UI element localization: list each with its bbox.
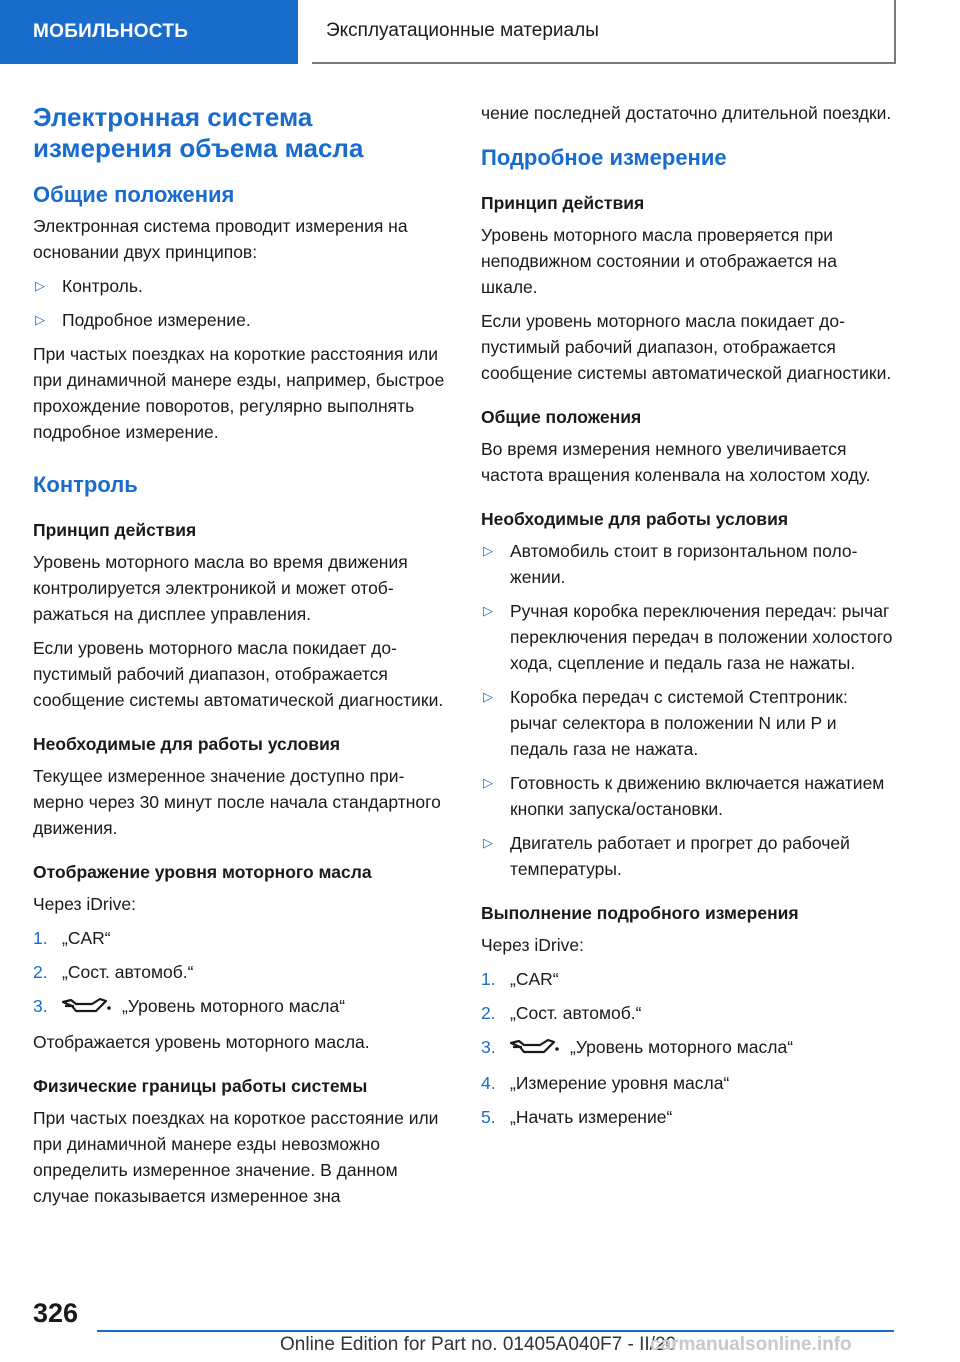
general-intro: Электронная система проводит измерения на основании двух принципов: bbox=[33, 216, 408, 262]
triangle-right-outline-icon: ▷ bbox=[35, 312, 45, 327]
display-result: Отображается уровень моторного масла. bbox=[33, 1031, 370, 1052]
detailed-general-text: Во время измерения немного увеличивается частота вращения коленвала на холостом ходу. bbox=[481, 439, 871, 485]
list-item: ▷ Ручная коробка переключения передач: рычаг переключения передач в положении холостого хода, сцепление и педаль газа не нажаты. bbox=[481, 598, 893, 676]
chapter-tab bbox=[0, 0, 298, 64]
control-conditions-heading: Необходимые для работы условия bbox=[33, 734, 341, 754]
section-title: Эксплуатационные материалы bbox=[326, 20, 599, 41]
display-via: Через iDrive: bbox=[33, 894, 136, 914]
control-conditions-text: Текущее измеренное значение доступно примерно через 30 минут после начала стандартного движения. bbox=[33, 766, 441, 838]
detailed-principle-p2: Если уровень моторного масла покидает допустимый рабочий диапазон, отображается сообщение системы автоматической диагностики. bbox=[481, 311, 892, 383]
limits-text: При частых поездках на короткое расстояние или при динамичной манере езды невозможно определить измеренное значение. В данном случае показывается измеренное зна bbox=[33, 1107, 439, 1206]
perform-steps bbox=[481, 966, 893, 1130]
detailed-general-heading: Общие положения bbox=[481, 407, 642, 427]
list-item: 2. „Сост. автомоб.“ bbox=[481, 1003, 642, 1023]
principles-list bbox=[33, 273, 445, 333]
control-principle-heading: Принцип действия bbox=[33, 520, 197, 540]
detailed-principle-heading: Принцип действия bbox=[481, 193, 645, 213]
detailed-conditions-heading: Необходимые для работы условия bbox=[481, 509, 789, 529]
triangle-right-outline-icon: ▷ bbox=[483, 543, 493, 558]
list-item: 1. „CAR“ bbox=[33, 928, 111, 948]
conditions-list bbox=[481, 538, 893, 882]
perform-via: Через iDrive: bbox=[481, 935, 584, 955]
right-column bbox=[481, 100, 893, 1138]
control-principle-p1: Уровень моторного масла во время движения контролируется электроникой и может отображаться на дисплее управления. bbox=[33, 552, 408, 624]
footer-edition: Online Edition for Part no. 01405A040F7 - II/20 bbox=[280, 1334, 677, 1355]
general-heading: Общие положения bbox=[33, 182, 235, 207]
list-item: 4. „Измерение уровня масла“ bbox=[481, 1072, 730, 1093]
control-principle-p2: Если уровень моторного масла покидает допустимый рабочий диапазон, отображается сообщение системы автоматической диагностики. bbox=[33, 638, 444, 710]
list-item: ▷ Контроль. bbox=[33, 273, 445, 299]
oil-can-icon bbox=[510, 1035, 560, 1062]
oil-can-icon bbox=[62, 994, 112, 1021]
continuation-text: чение последней достаточно длительной поездки. bbox=[481, 103, 892, 123]
perform-heading: Выполнение подробного измерения bbox=[481, 903, 799, 923]
watermark: carmanualsonline.info bbox=[650, 1334, 852, 1355]
list-item: 5. „Начать измерение“ bbox=[481, 1106, 673, 1127]
detailed-heading: Подробное измерение bbox=[481, 145, 727, 170]
list-item: ▷ Готовность к движению включается нажатием кнопки запуска/остановки. bbox=[481, 770, 893, 822]
list-item: 3. „Уровень моторного масла“ bbox=[33, 993, 445, 1021]
triangle-right-outline-icon: ▷ bbox=[35, 278, 45, 293]
footer-divider bbox=[97, 1330, 894, 1332]
triangle-right-outline-icon: ▷ bbox=[483, 775, 493, 790]
list-item: ▷ Двигатель работает и прогрет до рабочей температуры. bbox=[481, 830, 893, 882]
left-column bbox=[33, 102, 445, 1217]
list-item: ▷ Коробка передач с системой Стептроник: рычаг селектора в положении N или P и педаль газа не нажата. bbox=[481, 684, 893, 762]
list-item: 3. „Уровень моторного масла“ bbox=[481, 1034, 893, 1062]
triangle-right-outline-icon: ▷ bbox=[483, 689, 493, 704]
detailed-principle-p1: Уровень моторного масла проверяется при неподвижном состоянии и отображается на шкале. bbox=[481, 225, 837, 297]
display-heading: Отображение уровня моторного масла bbox=[33, 862, 372, 882]
display-steps bbox=[33, 925, 445, 1021]
control-heading: Контроль bbox=[33, 472, 138, 497]
general-text: При частых поездках на короткие расстояния или при динамичной манере езды, например, быстрое прохождение поворотов, регулярно выполнять подробное измерение. bbox=[33, 344, 445, 442]
list-item: ▷ Подробное измерение. bbox=[33, 307, 445, 333]
limits-heading: Физические границы работы системы bbox=[33, 1075, 368, 1096]
list-item: 2. „Сост. автомоб.“ bbox=[33, 962, 194, 982]
triangle-right-outline-icon: ▷ bbox=[483, 835, 493, 850]
chapter-title: МОБИЛЬНОСТЬ bbox=[33, 21, 189, 42]
section-header bbox=[312, 0, 896, 64]
list-item: 1. „CAR“ bbox=[481, 969, 559, 989]
page-number: 326 bbox=[33, 1298, 79, 1328]
page-title: Электронная система измерения объема масла bbox=[33, 102, 364, 163]
triangle-right-outline-icon: ▷ bbox=[483, 603, 493, 618]
list-item: ▷ Автомобиль стоит в горизонтальном положении. bbox=[481, 538, 893, 590]
